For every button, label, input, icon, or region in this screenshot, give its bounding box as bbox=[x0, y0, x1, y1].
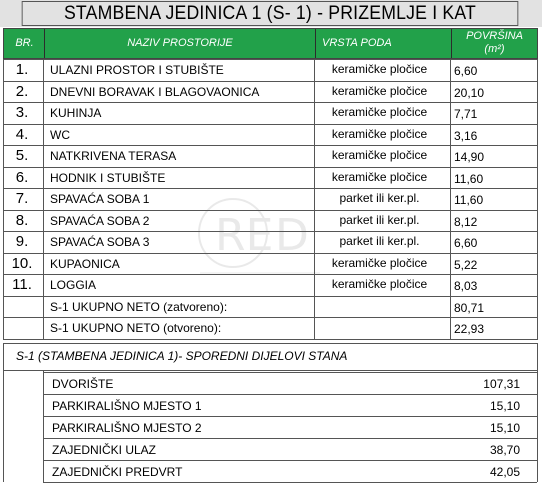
room-area: 8,03 bbox=[454, 279, 478, 293]
floor-type: parket ili ker.pl. bbox=[339, 191, 420, 205]
row-number: 8. bbox=[15, 211, 29, 229]
header-area: POVRŠINA bbox=[466, 30, 523, 42]
header-area-unit: (m²) bbox=[484, 43, 505, 55]
side-item-area: 15,10 bbox=[489, 421, 520, 435]
room-name: ULAZNI PROSTOR I STUBIŠTE bbox=[50, 63, 224, 77]
room-name: KUHINJA bbox=[50, 106, 102, 120]
room-name: KUPAONICA bbox=[50, 256, 120, 271]
room-area: 6,60 bbox=[454, 236, 478, 250]
side-item-name: ZAJEDNIČKI PREDVRT bbox=[52, 465, 183, 479]
floor-type: keramičke pločice bbox=[331, 255, 428, 270]
room-area: 5,22 bbox=[454, 257, 478, 272]
room-area: 11,60 bbox=[454, 171, 484, 186]
total-area: 80,71 bbox=[454, 300, 485, 315]
row-number: 1. bbox=[15, 61, 29, 78]
floor-type: keramičke pločice bbox=[331, 62, 428, 76]
floor-type: parket ili ker.pl. bbox=[339, 234, 420, 248]
row-number: 4. bbox=[15, 125, 29, 143]
total-label: S-1 UKUPNO NETO (zatvoreno): bbox=[50, 299, 228, 314]
side-item-area: 42,05 bbox=[489, 465, 520, 479]
side-item-name: ZAJEDNIČKI ULAZ bbox=[52, 443, 157, 457]
room-name: DNEVNI BORAVAK I BLAGOVAONICA bbox=[50, 84, 260, 99]
floor-type: keramičke pločice bbox=[331, 169, 428, 184]
row-number: 3. bbox=[15, 104, 29, 121]
svg-text:D: D bbox=[275, 210, 309, 261]
total-area: 22,93 bbox=[454, 322, 485, 336]
row-number: 6. bbox=[15, 168, 29, 186]
room-name: SPAVAĆA SOBA 1 bbox=[50, 192, 150, 206]
room-area: 6,60 bbox=[454, 64, 478, 78]
header-room-name: NAZIV PROSTORIJE bbox=[127, 37, 233, 49]
floor-type: keramičke pločice bbox=[331, 277, 428, 291]
room-area: 7,71 bbox=[454, 107, 478, 121]
room-name: LOGGIA bbox=[50, 278, 97, 292]
room-name: SPAVAĆA SOBA 2 bbox=[50, 213, 150, 228]
row-number: 11. bbox=[12, 276, 32, 293]
floor-type: keramičke pločice bbox=[331, 148, 428, 162]
total-label: S-1 UKUPNO NETO (otvoreno): bbox=[50, 321, 222, 335]
room-area: 20,10 bbox=[454, 85, 485, 100]
room-name: NATKRIVENA TERASA bbox=[50, 149, 177, 163]
side-item-name: PARKIRALIŠNO MJESTO 1 bbox=[52, 399, 202, 413]
room-name: SPAVAĆA SOBA 3 bbox=[50, 235, 150, 249]
room-name: HODNIK I STUBIŠTE bbox=[50, 170, 166, 185]
row-number: 9. bbox=[15, 233, 29, 250]
watermark-logo bbox=[195, 195, 325, 280]
row-number: 5. bbox=[15, 147, 29, 164]
room-area: 3,16 bbox=[454, 128, 478, 143]
table-title: STAMBENA JEDINICA 1 (S- 1) - PRIZEMLJE I KAT bbox=[22, 1, 519, 26]
floor-type: keramičke pločice bbox=[331, 83, 428, 98]
svg-text:RE: RE bbox=[215, 210, 274, 261]
side-item-name: PARKIRALIŠNO MJESTO 2 bbox=[52, 421, 202, 435]
floor-type: keramičke pločice bbox=[331, 105, 428, 119]
floor-type: parket ili ker.pl. bbox=[339, 212, 420, 227]
header-floor-type: VRSTA PODA bbox=[322, 37, 392, 49]
room-name: WC bbox=[50, 127, 70, 142]
room-area: 11,60 bbox=[454, 193, 484, 207]
room-area: 14,90 bbox=[454, 150, 485, 164]
section-title: S-1 (STAMBENA JEDINICA 1)- SPOREDNI DIJELOVI STANA bbox=[16, 349, 348, 363]
row-number: 2. bbox=[15, 82, 29, 100]
row-number: 7. bbox=[15, 190, 29, 207]
table-header bbox=[3, 28, 538, 59]
side-item-name: DVORIŠTE bbox=[52, 377, 114, 391]
floor-type: keramičke pločice bbox=[331, 126, 428, 141]
side-item-area: 107,31 bbox=[483, 377, 520, 391]
side-item-area: 38,70 bbox=[489, 443, 520, 457]
row-number: 10. bbox=[11, 254, 33, 272]
side-item-area: 15,10 bbox=[489, 399, 520, 413]
room-area: 8,12 bbox=[454, 214, 478, 229]
title-band bbox=[0, 0, 542, 27]
header-br: BR. bbox=[15, 37, 34, 49]
